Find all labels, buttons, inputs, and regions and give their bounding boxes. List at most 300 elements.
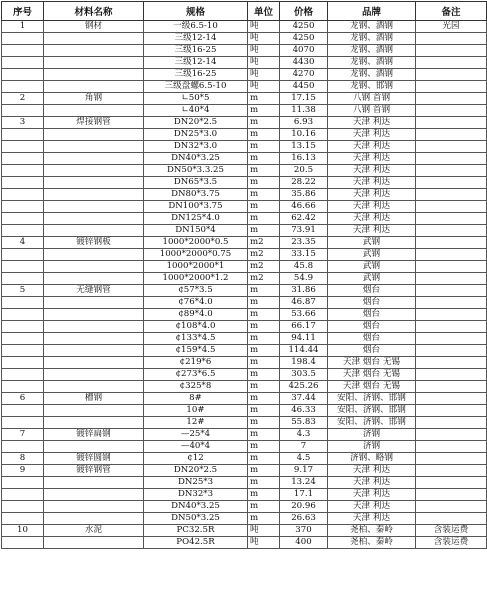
cell-brand: 龙钢、酒钢 [328,45,416,57]
cell-spec: 三级16-25 [144,45,248,57]
header-brand: 品牌 [328,2,416,21]
cell-seq [2,165,44,177]
cell-material-name: 焊接钢管 [44,117,144,129]
cell-note [416,465,487,477]
cell-unit: 吨 [248,45,280,57]
cell-spec: 1000*2000*0.5 [144,237,248,249]
table-row [2,489,487,501]
table-row [2,429,487,441]
cell-material-name [44,45,144,57]
cell-unit: m [248,153,280,165]
cell-material-name [44,33,144,45]
cell-unit: m [248,225,280,237]
cell-material-name [44,129,144,141]
cell-material-name [44,177,144,189]
cell-brand: 天津 烟台 无锡 [328,381,416,393]
table-row [2,81,487,93]
cell-price: 114.44 [280,345,328,357]
cell-unit: m [248,429,280,441]
cell-brand: 烟台 [328,333,416,345]
cell-seq [2,141,44,153]
cell-spec: ∟40*4 [144,105,248,117]
cell-note [416,441,487,453]
cell-unit: m [248,501,280,513]
cell-seq [2,441,44,453]
cell-price: 33.15 [280,249,328,261]
cell-price: 66.17 [280,321,328,333]
table-row [2,225,487,237]
table-row [2,261,487,273]
cell-material-name [44,333,144,345]
cell-seq [2,477,44,489]
table-row [2,237,487,249]
cell-price: 4.5 [280,453,328,465]
cell-brand: 龙钢、酒钢 [328,69,416,81]
cell-note [416,81,487,93]
cell-material-name [44,249,144,261]
cell-spec: PC32.5R [144,525,248,537]
cell-price: 4070 [280,45,328,57]
cell-brand: 烟台 [328,297,416,309]
table-row [2,273,487,285]
cell-unit: m [248,189,280,201]
cell-brand: 尧柏、秦岭 [328,525,416,537]
cell-note [416,417,487,429]
cell-price: 54.9 [280,273,328,285]
cell-note [416,345,487,357]
cell-note [416,477,487,489]
cell-material-name [44,189,144,201]
cell-spec: DN32*3 [144,489,248,501]
cell-material-name [44,297,144,309]
header-note: 备注 [416,2,487,21]
cell-brand: 天津 利达 [328,477,416,489]
cell-unit: m [248,105,280,117]
cell-note [416,153,487,165]
table-row [2,537,487,549]
cell-note [416,213,487,225]
cell-note [416,141,487,153]
cell-note [416,105,487,117]
cell-price: 62.42 [280,213,328,225]
cell-material-name: 钢材 [44,21,144,33]
cell-price: 400 [280,537,328,549]
cell-unit: m2 [248,273,280,285]
cell-seq: 3 [2,117,44,129]
cell-material-name [44,225,144,237]
cell-brand: 天津 利达 [328,153,416,165]
cell-note [416,69,487,81]
cell-spec: ¢219*6 [144,357,248,369]
cell-material-name [44,345,144,357]
cell-spec: ¢108*4.0 [144,321,248,333]
header-seq: 序号 [2,2,44,21]
cell-material-name: 镀锌圆钢 [44,453,144,465]
cell-seq: 2 [2,93,44,105]
cell-note: 含装运费 [416,537,487,549]
cell-spec: —40*4 [144,441,248,453]
cell-unit: m [248,165,280,177]
cell-note [416,237,487,249]
cell-material-name [44,153,144,165]
table-row [2,369,487,381]
cell-brand: 天津 烟台 无锡 [328,357,416,369]
cell-material-name [44,105,144,117]
cell-brand: 烟台 [328,345,416,357]
cell-seq: 1 [2,21,44,33]
cell-spec: 1000*2000*0.75 [144,249,248,261]
cell-material-name [44,513,144,525]
cell-spec: DN80*3.75 [144,189,248,201]
cell-price: 9.17 [280,465,328,477]
cell-material-name [44,165,144,177]
cell-note [416,405,487,417]
cell-unit: m2 [248,237,280,249]
cell-note [416,201,487,213]
table-row [2,69,487,81]
cell-spec: 三级16-25 [144,69,248,81]
table-row [2,249,487,261]
cell-note [416,165,487,177]
cell-material-name: 无缝钢管 [44,285,144,297]
cell-price: 20.96 [280,501,328,513]
cell-material-name [44,69,144,81]
cell-brand: 天津 利达 [328,141,416,153]
cell-price: 31.86 [280,285,328,297]
table-row [2,141,487,153]
cell-unit: m2 [248,261,280,273]
cell-unit: 吨 [248,81,280,93]
table-row [2,21,487,33]
table-row [2,393,487,405]
table-row [2,417,487,429]
cell-spec: ∟50*5 [144,93,248,105]
table-row [2,165,487,177]
cell-unit: m [248,201,280,213]
cell-brand: 天津 利达 [328,513,416,525]
cell-price: 4450 [280,81,328,93]
cell-seq [2,201,44,213]
cell-unit: 吨 [248,33,280,45]
cell-price: 26.63 [280,513,328,525]
cell-price: 46.87 [280,297,328,309]
cell-note [416,297,487,309]
table-row [2,93,487,105]
cell-material-name: 镀锌钢板 [44,237,144,249]
cell-unit: m [248,453,280,465]
cell-brand: 龙钢、酒钢 [328,21,416,33]
cell-spec: 一级6.5-10 [144,21,248,33]
cell-note [416,453,487,465]
cell-seq [2,321,44,333]
cell-price: 4250 [280,33,328,45]
cell-seq [2,45,44,57]
cell-price: 13.24 [280,477,328,489]
cell-brand: 天津 利达 [328,117,416,129]
header-price: 价格 [280,2,328,21]
cell-brand: 安阳、济钢、邯钢 [328,405,416,417]
cell-price: 46.66 [280,201,328,213]
cell-price: 7 [280,441,328,453]
cell-brand: 八钢 首钢 [328,93,416,105]
table-row [2,189,487,201]
cell-price: 53.66 [280,309,328,321]
table-row [2,453,487,465]
cell-material-name: 槽钢 [44,393,144,405]
cell-seq [2,513,44,525]
cell-material-name [44,369,144,381]
table-row [2,117,487,129]
cell-seq [2,189,44,201]
cell-material-name [44,273,144,285]
cell-spec: 三级盘螺6.5-10 [144,81,248,93]
cell-price: 198.4 [280,357,328,369]
cell-price: 303.5 [280,369,328,381]
table-row [2,345,487,357]
cell-seq [2,345,44,357]
cell-note [416,309,487,321]
cell-seq [2,249,44,261]
cell-spec: DN65*3.5 [144,177,248,189]
cell-spec: 10# [144,405,248,417]
cell-spec: ¢12 [144,453,248,465]
cell-spec: ¢133*4.5 [144,333,248,345]
cell-unit: m [248,333,280,345]
table-row [2,213,487,225]
cell-price: 4270 [280,69,328,81]
cell-spec: DN40*3.25 [144,153,248,165]
cell-material-name: 镀锌钢管 [44,465,144,477]
cell-unit: m [248,465,280,477]
cell-unit: m [248,129,280,141]
table-row [2,501,487,513]
cell-spec: DN32*3.0 [144,141,248,153]
cell-brand: 天津 利达 [328,177,416,189]
cell-price: 17.1 [280,489,328,501]
cell-note [416,381,487,393]
cell-unit: m [248,345,280,357]
cell-material-name [44,381,144,393]
cell-brand: 八钢 首钢 [328,105,416,117]
cell-note [416,177,487,189]
cell-note [416,393,487,405]
cell-seq [2,417,44,429]
cell-seq [2,297,44,309]
cell-price: 55.83 [280,417,328,429]
cell-seq [2,261,44,273]
cell-spec: ¢159*4.5 [144,345,248,357]
cell-price: 4.3 [280,429,328,441]
cell-brand: 尧柏、秦岭 [328,537,416,549]
cell-note [416,489,487,501]
table-row [2,297,487,309]
cell-seq [2,489,44,501]
cell-seq: 8 [2,453,44,465]
cell-unit: m [248,369,280,381]
cell-material-name [44,201,144,213]
cell-spec: PO42.5R [144,537,248,549]
cell-note [416,45,487,57]
cell-price: 46.33 [280,405,328,417]
table-row [2,381,487,393]
cell-material-name [44,537,144,549]
table-row [2,45,487,57]
cell-unit: m [248,477,280,489]
header-spec: 规格 [144,2,248,21]
table-header-row [2,2,487,21]
cell-seq [2,69,44,81]
cell-price: 13.15 [280,141,328,153]
cell-material-name [44,213,144,225]
cell-seq [2,537,44,549]
cell-seq [2,225,44,237]
table-row [2,57,487,69]
cell-material-name: 水泥 [44,525,144,537]
cell-price: 94.11 [280,333,328,345]
table-row [2,405,487,417]
cell-brand: 天津 利达 [328,165,416,177]
header-unit: 单位 [248,2,280,21]
cell-note [416,285,487,297]
cell-note [416,33,487,45]
cell-note [416,129,487,141]
cell-brand: 武钢 [328,261,416,273]
table-row [2,477,487,489]
cell-material-name [44,357,144,369]
cell-material-name [44,321,144,333]
cell-seq: 9 [2,465,44,477]
cell-note [416,225,487,237]
table-row [2,153,487,165]
cell-unit: m [248,321,280,333]
cell-brand: 龙钢、酒钢 [328,33,416,45]
cell-spec: 1000*2000*1 [144,261,248,273]
cell-spec: 12# [144,417,248,429]
cell-brand: 济钢 [328,441,416,453]
cell-unit: 吨 [248,57,280,69]
cell-note [416,273,487,285]
cell-brand: 烟台 [328,309,416,321]
table-row [2,105,487,117]
cell-note [416,117,487,129]
cell-material-name [44,489,144,501]
table-row [2,465,487,477]
cell-brand: 安阳、济钢、邯钢 [328,417,416,429]
cell-seq [2,81,44,93]
cell-unit: m [248,417,280,429]
cell-price: 73.91 [280,225,328,237]
cell-material-name [44,405,144,417]
cell-material-name [44,57,144,69]
cell-spec: DN40*3.25 [144,501,248,513]
cell-price: 37.44 [280,393,328,405]
cell-material-name: 角钢 [44,93,144,105]
cell-brand: 武钢 [328,237,416,249]
cell-spec: 三级12-14 [144,57,248,69]
material-price-table [1,1,487,549]
cell-seq [2,105,44,117]
table-row [2,309,487,321]
cell-seq: 10 [2,525,44,537]
cell-note [416,249,487,261]
cell-seq [2,129,44,141]
cell-spec: 三级12-14 [144,33,248,45]
cell-price: 28.22 [280,177,328,189]
cell-material-name [44,441,144,453]
cell-price: 23.35 [280,237,328,249]
cell-seq [2,405,44,417]
cell-material-name [44,501,144,513]
cell-unit: m [248,297,280,309]
cell-unit: m [248,285,280,297]
cell-brand: 烟台 [328,285,416,297]
table-row [2,129,487,141]
cell-unit: 吨 [248,525,280,537]
cell-spec: DN25*3.0 [144,129,248,141]
cell-price: 17.15 [280,93,328,105]
cell-brand: 天津 利达 [328,465,416,477]
cell-note [416,357,487,369]
cell-unit: m [248,381,280,393]
cell-brand: 济钢、略钢 [328,453,416,465]
cell-note [416,93,487,105]
cell-seq [2,57,44,69]
cell-seq [2,33,44,45]
cell-material-name [44,261,144,273]
cell-material-name [44,309,144,321]
table-row [2,321,487,333]
cell-seq [2,273,44,285]
cell-seq [2,177,44,189]
cell-spec: DN125*4.0 [144,213,248,225]
cell-note [416,501,487,513]
cell-seq: 6 [2,393,44,405]
cell-unit: m [248,357,280,369]
table-row [2,285,487,297]
cell-unit: m [248,309,280,321]
table-row [2,513,487,525]
table-row [2,333,487,345]
cell-unit: m [248,213,280,225]
cell-unit: m [248,117,280,129]
cell-material-name: 镀锌扁钢 [44,429,144,441]
cell-brand: 安阳、济钢、邯钢 [328,393,416,405]
cell-brand: 天津 利达 [328,189,416,201]
cell-price: 11.38 [280,105,328,117]
cell-unit: 吨 [248,537,280,549]
cell-price: 45.8 [280,261,328,273]
cell-price: 20.5 [280,165,328,177]
table-row [2,33,487,45]
cell-price: 16.13 [280,153,328,165]
cell-unit: m [248,489,280,501]
cell-unit: m [248,405,280,417]
cell-spec: ¢273*6.5 [144,369,248,381]
cell-price: 35.86 [280,189,328,201]
cell-seq [2,381,44,393]
table-row [2,177,487,189]
cell-unit: m [248,177,280,189]
cell-note [416,369,487,381]
cell-spec: DN50*3.3.25 [144,165,248,177]
cell-spec: 1000*2000*1.2 [144,273,248,285]
cell-seq [2,369,44,381]
cell-seq: 7 [2,429,44,441]
cell-spec: 8# [144,393,248,405]
cell-note [416,429,487,441]
cell-material-name [44,141,144,153]
cell-material-name [44,477,144,489]
